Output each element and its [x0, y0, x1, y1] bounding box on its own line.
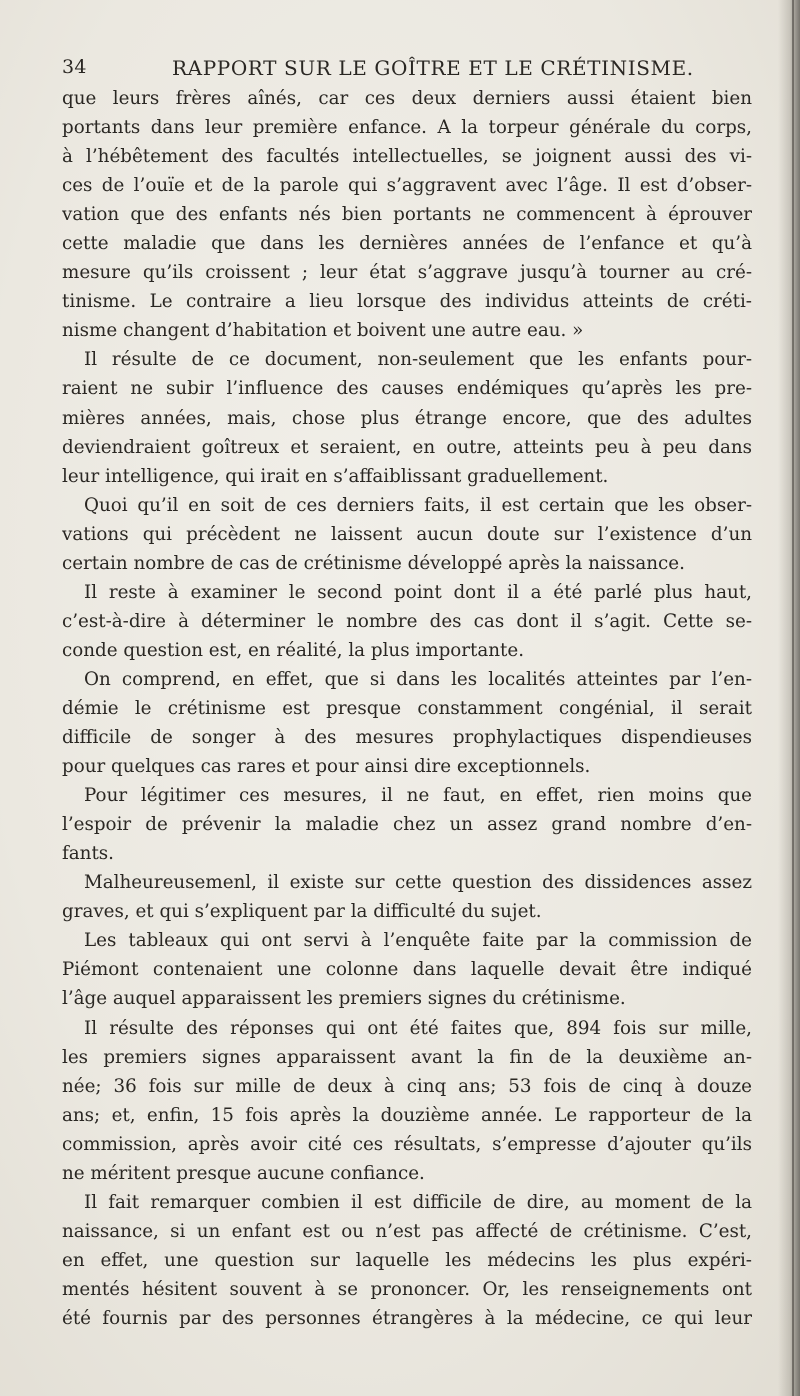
- page-edge-shadow: [778, 0, 800, 1396]
- text-line: c’est-à-dire à déterminer le nombre des cas dont il s’agit. Cette se-: [62, 610, 752, 632]
- text-line: vation que des enfants nés bien portants ne commencent à éprouver: [62, 204, 752, 226]
- text-line: certain nombre de cas de crétinisme développé après la naissance.: [62, 552, 685, 574]
- text-line: Il fait remarquer combien il est difficile de dire, au moment de la: [84, 1191, 752, 1213]
- page-header: [62, 56, 752, 84]
- page-number: 34: [62, 56, 87, 78]
- text-line: mières années, mais, chose plus étrange encore, que des adultes: [62, 407, 752, 429]
- text-line: ces de l’ouïe et de la parole qui s’aggravent avec l’âge. Il est d’obser-: [62, 175, 752, 197]
- text-line: à l’hébêtement des facultés intellectuelles, se joignent aussi des vi-: [62, 146, 752, 168]
- text-line: fants.: [62, 843, 114, 865]
- text-line: conde question est, en réalité, la plus importante.: [62, 639, 525, 661]
- text-line: pour quelques cas rares et pour ainsi dire exceptionnels.: [62, 756, 591, 778]
- text-line: ans; et, enfin, 15 fois après la douzième année. Le rapporteur de la: [62, 1104, 752, 1126]
- text-line: Il résulte des réponses qui ont été faites que, 894 fois sur mille,: [84, 1017, 752, 1039]
- text-line: Quoi qu’il en soit de ces derniers faits, il est certain que les obser-: [84, 494, 752, 516]
- text-line: Malheureusemenl, il existe sur cette question des dissidences assez: [84, 872, 752, 894]
- text-line: en effet, une question sur laquelle les médecins les plus expéri-: [62, 1249, 752, 1271]
- text-line: tinisme. Le contraire a lieu lorsque des individus atteints de créti-: [62, 291, 752, 313]
- text-line: l’espoir de prévenir la maladie chez un assez grand nombre d’en-: [62, 814, 752, 836]
- text-line: née; 36 fois sur mille de deux à cinq ans; 53 fois de cinq à douze: [62, 1075, 752, 1097]
- text-line: mentés hésitent souvent à se prononcer. Or, les renseignements ont: [62, 1278, 752, 1300]
- text-line: l’âge auquel apparaissent les premiers signes du crétinisme.: [62, 988, 626, 1010]
- text-line: Pour légitimer ces mesures, il ne faut, en effet, rien moins que: [84, 785, 752, 807]
- text-line: ne méritent presque aucune confiance.: [62, 1162, 425, 1184]
- text-line: Il résulte de ce document, non-seulement que les enfants pour-: [84, 349, 752, 371]
- text-line: graves, et qui s’expliquent par la difficulté du sujet.: [62, 901, 542, 923]
- text-line: difficile de songer à des mesures prophylactiques dispendieuses: [62, 727, 752, 749]
- text-line: Il reste à examiner le second point dont il a été parlé plus haut,: [84, 581, 752, 603]
- body-text: [62, 84, 752, 1333]
- text-line: vations qui précèdent ne laissent aucun doute sur l’existence d’un: [62, 523, 752, 545]
- text-line: les premiers signes apparaissent avant la fin de la deuxième an-: [62, 1046, 752, 1068]
- text-line: naissance, si un enfant est ou n’est pas affecté de crétinisme. C’est,: [62, 1220, 752, 1242]
- text-line: nisme changent d’habitation et boivent une autre eau. »: [62, 320, 584, 342]
- text-line: cette maladie que dans les dernières années de l’enfance et qu’à: [62, 233, 752, 255]
- text-line: Les tableaux qui ont servi à l’enquête faite par la commission de: [84, 930, 752, 952]
- text-line: démie le crétinisme est presque constamment congénial, il serait: [62, 697, 752, 719]
- text-line: raient ne subir l’influence des causes endémiques qu’après les pre-: [62, 378, 752, 400]
- text-line: Piémont contenaient une colonne dans laquelle devait être indiqué: [62, 959, 752, 981]
- text-line: On comprend, en effet, que si dans les localités atteintes par l’en-: [84, 668, 752, 690]
- text-line: commission, après avoir cité ces résultats, s’empresse d’ajouter qu’ils: [62, 1133, 752, 1155]
- text-line: mesure qu’ils croissent ; leur état s’aggrave jusqu’à tourner au cré-: [62, 262, 752, 284]
- running-title: RAPPORT SUR LE GOÎTRE ET LE CRÉTINISME.: [172, 56, 694, 80]
- text-line: deviendraient goîtreux et seraient, en outre, atteints peu à peu dans: [62, 436, 752, 458]
- text-line: leur intelligence, qui irait en s’affaiblissant graduellement.: [62, 465, 609, 487]
- text-line: été fournis par des personnes étrangères à la médecine, ce qui leur: [62, 1307, 752, 1329]
- text-line: portants dans leur première enfance. A la torpeur générale du corps,: [62, 117, 752, 139]
- text-line: que leurs frères aînés, car ces deux derniers aussi étaient bien: [62, 88, 752, 109]
